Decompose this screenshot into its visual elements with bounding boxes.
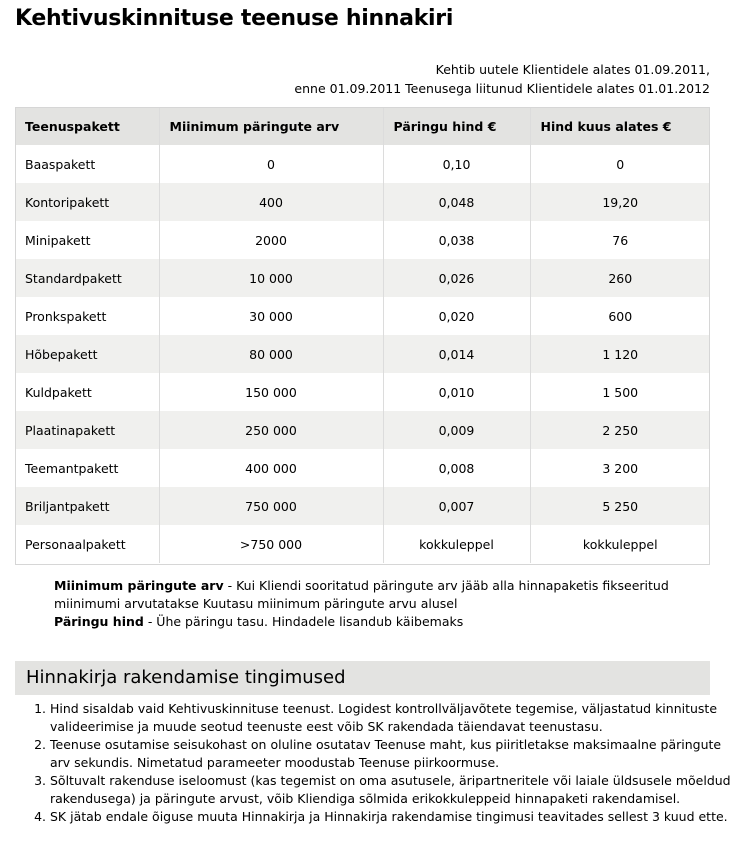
cell-package: Pronkspakett — [15, 297, 159, 335]
definition-query-price — [54, 613, 694, 631]
cell-package: Briljantpakett — [15, 487, 159, 525]
cell-min-queries: >750 000 — [159, 525, 383, 563]
cell-min-queries: 80 000 — [159, 335, 383, 373]
validity-note — [294, 60, 710, 98]
header-package: Teenuspakett — [15, 107, 159, 145]
cell-monthly-price: 2 250 — [602, 422, 639, 438]
cell-package: Personaalpakett — [15, 525, 159, 563]
cell-package: Standardpakett — [15, 259, 159, 297]
definition-text: - Kui Kliendi sooritatud päringute arv jääb alla hinnapaketis fikseeritud miinimumi arvutatakse Kuutasu miinimum päringute arvu alusel — [54, 578, 669, 611]
definition-min-queries — [54, 577, 694, 613]
table-row — [15, 373, 710, 411]
cell-query-price: kokkuleppel — [383, 525, 530, 563]
price-table — [15, 107, 710, 563]
cell-monthly-price: 3 200 — [602, 460, 639, 476]
header-query-price: Päringu hind € — [383, 107, 530, 145]
cell-package: Hõbepakett — [15, 335, 159, 373]
cell-package: Teemantpakett — [15, 449, 159, 487]
price-table-body — [15, 145, 710, 563]
validity-line-2: enne 01.09.2011 Teenusega liitunud Klientidele alates 01.01.2012 — [294, 81, 710, 96]
cell-monthly-price: 76 — [612, 232, 629, 248]
cell-query-price: 0,048 — [383, 183, 530, 221]
cell-min-queries: 750 000 — [159, 487, 383, 525]
definition-text: - Ühe päringu tasu. Hindadele lisandub käibemaks — [143, 614, 464, 629]
cell-monthly-price: 1 500 — [602, 384, 639, 400]
cell-query-price: 0,014 — [383, 335, 530, 373]
cell-query-price: 0,020 — [383, 297, 530, 335]
definitions — [54, 577, 694, 631]
cell-monthly-price: kokkuleppel — [582, 536, 658, 552]
terms-list — [20, 700, 734, 826]
page-title: Kehtivuskinnituse teenuse hinnakiri — [15, 6, 454, 31]
cell-min-queries: 0 — [159, 145, 383, 183]
table-row — [15, 411, 710, 449]
cell-min-queries: 400 — [159, 183, 383, 221]
list-item: 1. Hind sisaldab vaid Kehtivuskinnituse teenust. Logidest kontrollväljavõtete tegemise, väljastatud kinnituste valideerimise ja muude seotud teenuste eest võib SK rakendada täiendavat teenustasu. — [50, 700, 734, 736]
cell-min-queries: 250 000 — [159, 411, 383, 449]
list-item: 4. SK jätab endale õiguse muuta Hinnakirja ja Hinnakirja rakendamise tingimusi teavitades sellest 3 kuud ette. — [50, 808, 734, 826]
cell-query-price: 0,008 — [383, 449, 530, 487]
cell-package: Plaatinapakett — [15, 411, 159, 449]
cell-package: Kuldpakett — [15, 373, 159, 411]
table-row — [15, 487, 710, 525]
cell-query-price: 0,038 — [383, 221, 530, 259]
cell-query-price: 0,10 — [383, 145, 530, 183]
header-min-queries: Miinimum päringute arv — [159, 107, 383, 145]
cell-monthly-price: 19,20 — [602, 194, 639, 210]
table-row — [15, 297, 710, 335]
validity-line-1: Kehtib uutele Klientidele alates 01.09.2011, — [435, 62, 710, 77]
cell-min-queries: 10 000 — [159, 259, 383, 297]
definition-term: Miinimum päringute arv — [54, 578, 224, 593]
header-monthly-price: Hind kuus alates € — [540, 118, 672, 134]
list-item: 2. Teenuse osutamise seisukohast on oluline osutatav Teenuse maht, kus piiritletakse maksimaalne päringute arv sekundis. Nimetatud parameeter moodustab Teenuse piirkoormuse. — [50, 736, 734, 772]
section-header — [15, 661, 710, 695]
cell-package: Minipakett — [15, 221, 159, 259]
cell-query-price: 0,010 — [383, 373, 530, 411]
table-row — [15, 221, 710, 259]
table-row — [15, 335, 710, 373]
cell-monthly-price: 5 250 — [602, 498, 639, 514]
table-row — [15, 259, 710, 297]
table-row — [15, 449, 710, 487]
cell-min-queries: 400 000 — [159, 449, 383, 487]
cell-min-queries: 30 000 — [159, 297, 383, 335]
cell-package: Baaspakett — [15, 145, 159, 183]
cell-monthly-price: 260 — [608, 270, 633, 286]
list-item: 3. Sõltuvalt rakenduse iseloomust (kas tegemist on oma asutusele, äripartneritele või laiale üldsusele mõeldud rakendusega) ja päringute arvust, võib Kliendiga sõlmida erikokkuleppeid hinnapaketi rakendamisel. — [50, 772, 734, 808]
cell-monthly-price: 1 120 — [602, 346, 639, 362]
cell-query-price: 0,007 — [383, 487, 530, 525]
cell-monthly-price: 600 — [608, 308, 633, 324]
definition-term: Päringu hind — [54, 614, 144, 629]
table-row — [15, 145, 710, 183]
table-header-row — [15, 107, 710, 145]
section-title: Hinnakirja rakendamise tingimused — [26, 667, 346, 688]
cell-query-price: 0,026 — [383, 259, 530, 297]
cell-query-price: 0,009 — [383, 411, 530, 449]
cell-min-queries: 2000 — [159, 221, 383, 259]
table-row — [15, 183, 710, 221]
cell-min-queries: 150 000 — [159, 373, 383, 411]
cell-package: Kontoripakett — [15, 183, 159, 221]
cell-monthly-price: 0 — [616, 156, 625, 172]
table-row — [15, 525, 710, 563]
